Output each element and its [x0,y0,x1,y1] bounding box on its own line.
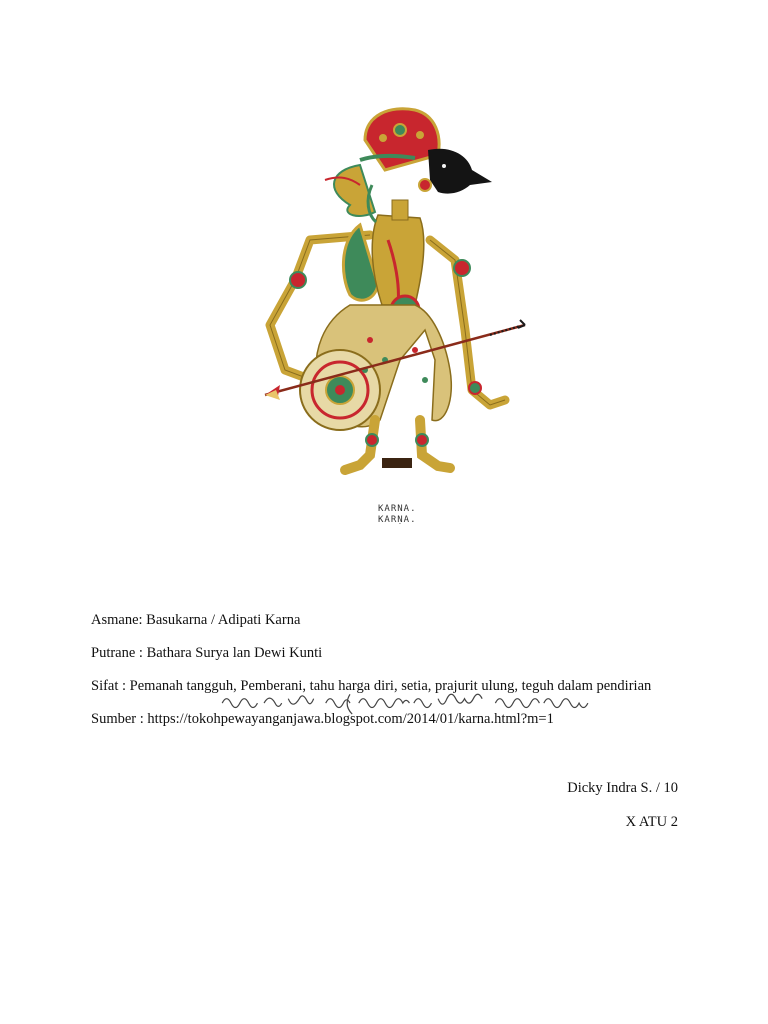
sumber-line: Sumber : https://tokohpewayanganjawa.blogspot.com/2014/01/karna.html?m=1 [91,711,554,727]
author-class: X ATU 2 [625,814,678,830]
character-description [91,612,711,744]
sifat-line: Sifat : Pemanah tangguh, Pemberani, tahu harga diri, setia, prajurit ulung, teguh dalam pendirian [91,678,652,694]
wayang-karna-figure [200,100,580,540]
character-name-caption [378,504,417,526]
author-name: Dicky Indra S. / 10 [567,780,678,796]
putrane-line: Putrane : Bathara Surya lan Dewi Kunti [91,645,323,661]
asmane-line: Asmane: Basukarna / Adipati Karna [91,612,301,628]
wayang-illustration [200,100,580,540]
caption-name-line-1: KARNA. [378,504,417,514]
caption-name-line-2: KARṆA. [378,515,417,525]
